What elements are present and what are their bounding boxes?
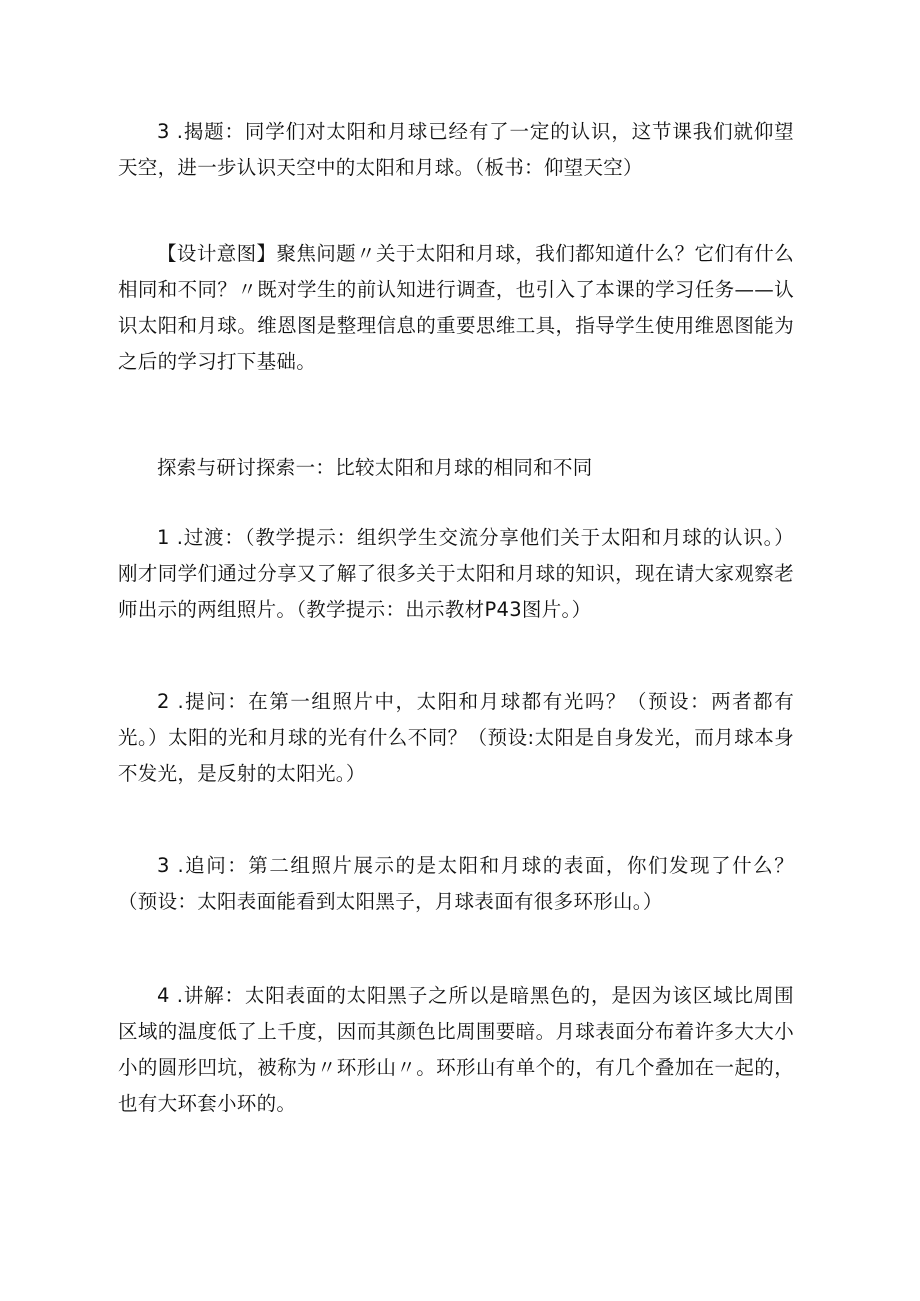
paragraph-transition: 1 .过渡：（教学提示：组织学生交流分享他们关于太阳和月球的认识。）刚才同学们通过分享又了解了很多关于太阳和月球的知识，现在请大家观察老师出示的两组照片。（教学提示：出示教材P43图片。） [118,526,794,621]
paragraph-question: 2 .提问：在第一组照片中，太阳和月球都有光吗？（预设：两者都有光。）太阳的光和月球的光有什么不同？（预设:太阳是自身发光，而月球本身不发光，是反射的太阳光。） [118,690,794,785]
paragraph-explanation: 4 .讲解：太阳表面的太阳黑子之所以是暗黑色的，是因为该区域比周围区域的温度低了上千度，因而其颜色比周围要暗。月球表面分布着许多大大小小的圆形凹坑，被称为〃环形山〃。环形山有单个的，有几个叠加在一起的，也有大环套小环的。 [118,984,794,1115]
paragraph-reveal-topic: 3 .揭题：同学们对太阳和月球已经有了一定的认识，这节课我们就仰望天空，进一步认识天空中的太阳和月球。（板书：仰望天空） [118,120,794,179]
paragraph-design-intent: 【设计意图】聚焦问题〃关于太阳和月球，我们都知道什么？它们有什么相同和不同？〃既对学生的前认知进行调查，也引入了本课的学习任务——认识太阳和月球。维恩图是整理信息的重要思维工具，指导学生使用维恩图能为之后的学习打下基础。 [118,242,794,373]
paragraph-follow-up: 3 .追问：第二组照片展示的是太阳和月球的表面，你们发现了什么？（预设：太阳表面能看到太阳黑子，月球表面有很多环形山。） [118,854,794,913]
paragraph-explore-heading: 探索与研讨探索一：比较太阳和月球的相同和不同 [157,456,593,479]
